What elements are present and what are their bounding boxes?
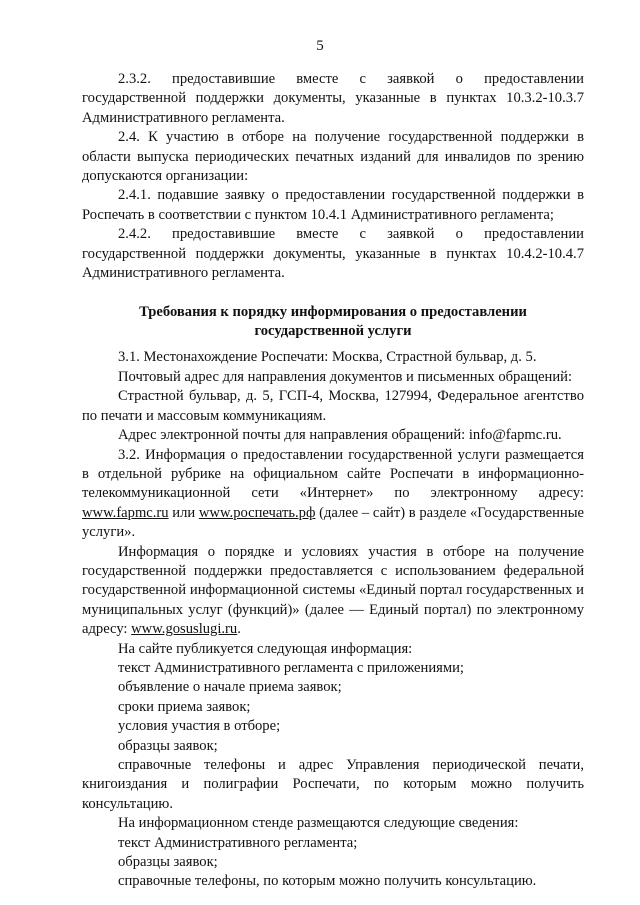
- paragraph-3-2-text-b: (далее – сайт) в разделе «Государственные услуги».: [82, 504, 584, 541]
- paragraph-2-4-2: 2.4.2. предоставившие вместе с заявкой о предоставлении государственной поддержки документы, указанные в пунктах 10.4.2-10.4.7 Административного регламента.: [82, 226, 584, 282]
- site-item: образцы заявок;: [118, 737, 218, 754]
- paragraph-2-3-2: 2.3.2. предоставившие вместе с заявкой о предоставлении государственной поддержки документы, указанные в пунктах 10.3.2-10.3.7 Административного регламента.: [82, 71, 584, 126]
- heading-line-1: Требования к порядку информирования о предоставлении: [139, 304, 527, 321]
- site-item: справочные телефоны и адрес Управления периодической печати, книгоиздания и полиграфии Роспечати, по которым можно получить консультацию.: [82, 757, 584, 812]
- site-item: условия участия в отборе;: [118, 718, 281, 735]
- portal-text-a: Информация о порядке и условиях участия в отборе на получение государственной поддержки предоставляется с использованием федеральной государственной информационной системы «Единый портал государственных и муниципальных услуг (функций)» (далее — Единый портал) по электронному адресу:: [82, 543, 584, 638]
- stand-item: справочные телефоны, по которым можно получить консультацию.: [118, 873, 537, 890]
- paragraph-2-4: 2.4. К участию в отборе на получение государственной поддержки в области выпуска периодических печатных изданий для инвалидов по зрению допускаются организации:: [82, 129, 584, 185]
- heading-line-2: государственной услуги: [254, 323, 412, 340]
- page-number: 5: [316, 38, 324, 54]
- email-line: Адрес электронной почты для направления обращений: info@fapmc.ru.: [118, 427, 562, 444]
- section-3-heading: [82, 303, 584, 341]
- stand-item: текст Административного регламента;: [118, 834, 358, 851]
- link-gosuslugi[interactable]: www.gosuslugi.ru: [131, 621, 238, 638]
- paragraph-3-2-text-a: 3.2. Информация о предоставлении государственной услуги размещается в отдельной рубрике на официальном сайте Роспечати в информационно-телекоммуникационной сети «Интернет» по электронному адресу:: [82, 446, 584, 502]
- postal-address: Страстной бульвар, д. 5, ГСП-4, Москва, 127994, Федеральное агентство по печати и массовым коммуникациям.: [82, 388, 584, 424]
- paragraph-portal: [82, 543, 584, 640]
- postal-intro: Почтовый адрес для направления документов и письменных обращений:: [118, 368, 573, 385]
- page-content: [82, 70, 584, 892]
- paragraph-3-1: 3.1. Местонахождение Роспечати: Москва, Страстной бульвар, д. 5.: [118, 349, 537, 366]
- stand-item: образцы заявок;: [118, 854, 218, 871]
- site-item: объявление о начале приема заявок;: [118, 679, 342, 696]
- site-item: текст Административного регламента с приложениями;: [118, 659, 464, 676]
- site-intro: На сайте публикуется следующая информация:: [118, 640, 413, 657]
- site-item: сроки приема заявок;: [118, 698, 251, 715]
- paragraph-3-2: [82, 446, 584, 543]
- paragraph-2-4-1: 2.4.1. подавшие заявку о предоставлении государственной поддержки в Роспечать в соответствии с пунктом 10.4.1 Административного регламента;: [82, 187, 584, 223]
- link-fapmc[interactable]: www.fapmc.ru: [82, 504, 169, 521]
- paragraph-3-2-or: или: [168, 504, 199, 521]
- link-rospechat[interactable]: www.роспечать.рф: [198, 504, 316, 521]
- stand-intro: На информационном стенде размещаются следующие сведения:: [118, 815, 519, 832]
- portal-text-b: .: [237, 621, 241, 638]
